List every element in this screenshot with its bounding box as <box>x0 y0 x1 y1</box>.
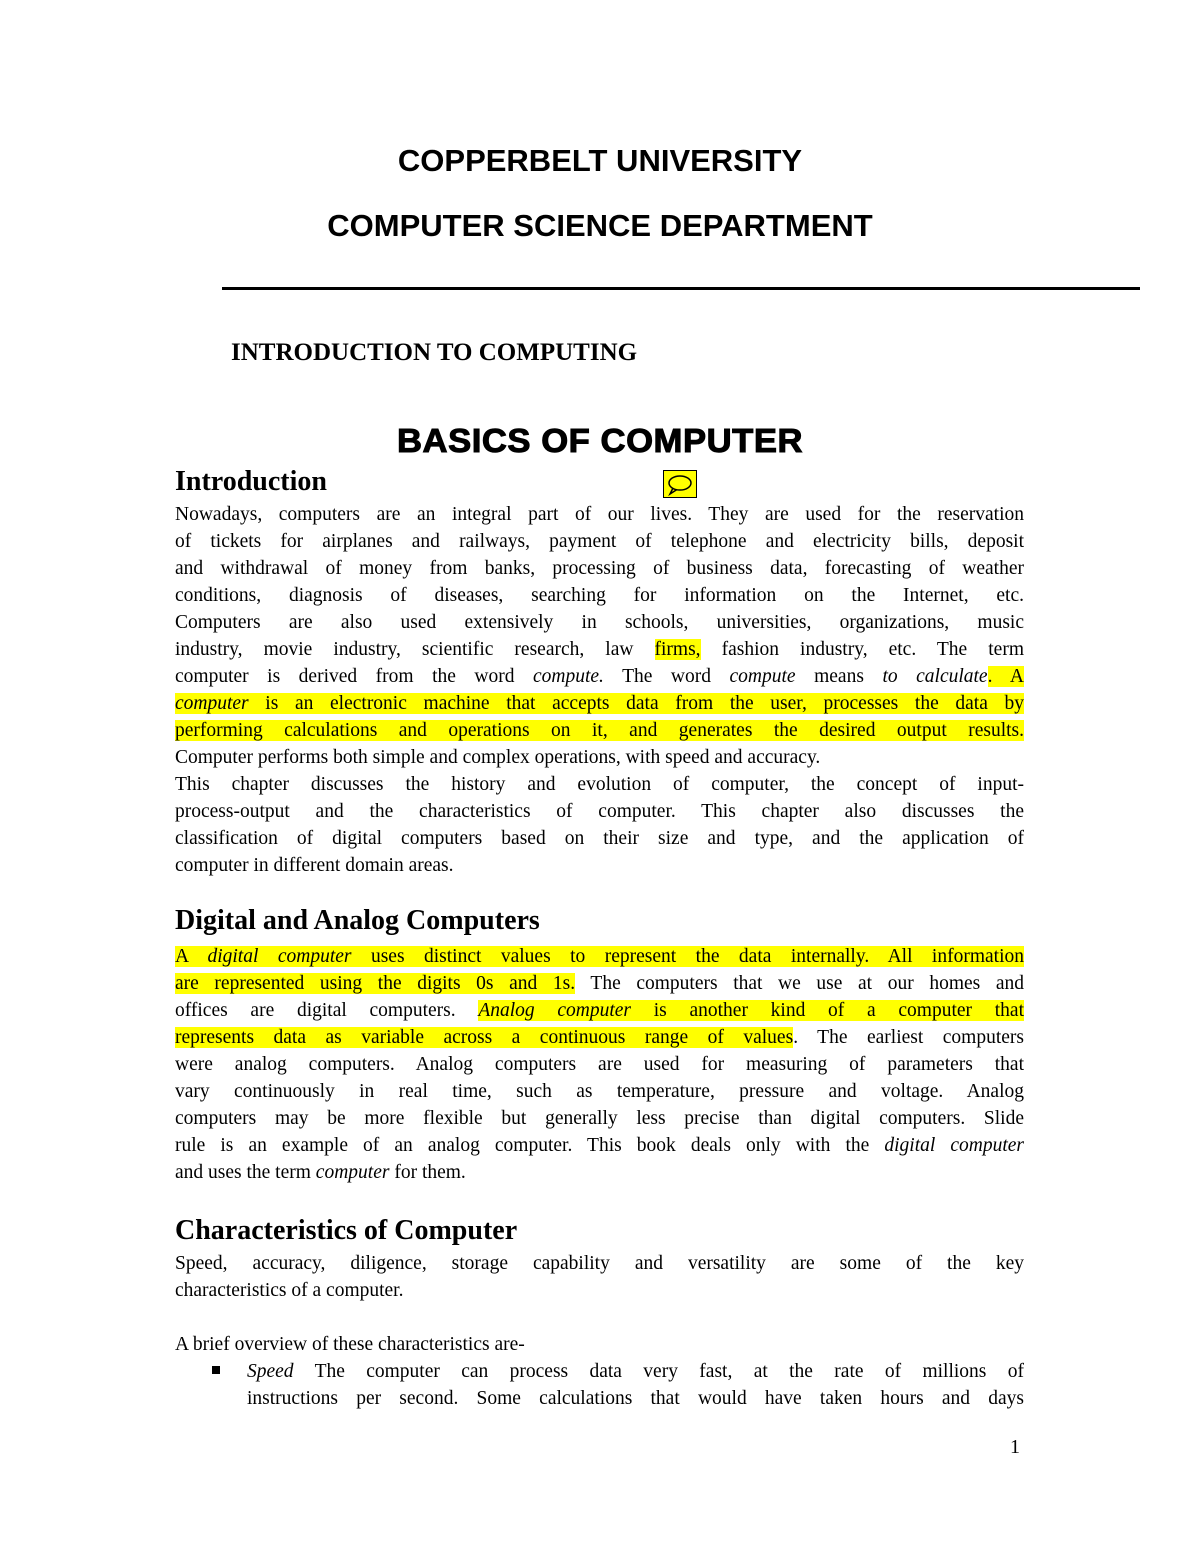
course-title: INTRODUCTION TO COMPUTING <box>231 339 638 366</box>
section-heading-digital-analog: Digital and Analog Computers <box>175 905 540 936</box>
department-name: COMPUTER SCIENCE DEPARTMENT <box>327 208 873 243</box>
text-line: of tickets for airplanes and railways, payment of telephone and electricity bills, deposit <box>175 531 1024 552</box>
text-line: characteristics of a computer. <box>175 1280 404 1301</box>
highlight: performing calculations and operations on it, and generates the desired output results. <box>175 720 1024 741</box>
text-line: This chapter discusses the history and evolution of computer, the concept of input- <box>175 774 1024 795</box>
text-line: process-output and the characteristics of computer. This chapter also discusses the <box>175 801 1024 822</box>
text-line: computer is derived from the word compute. The word compute means to calculate. A <box>175 666 1024 687</box>
text-line: Computers are also used extensively in schools, universities, organizations, music <box>175 612 1024 633</box>
text-line <box>175 717 1024 744</box>
introduction-paragraph <box>175 501 1024 879</box>
overview-line <box>175 1331 1024 1358</box>
text-line: computer in different domain areas. <box>175 855 454 876</box>
highlight: Analog computer is another kind of a computer that <box>478 1000 1024 1021</box>
highlight: computer is an electronic machine that accepts data from the user, processes the data by <box>175 693 1024 714</box>
text-line: Nowadays, computers are an integral part of our lives. They are used for the reservation <box>175 504 1024 525</box>
text-line: rule is an example of an analog computer. This book deals only with the digital computer <box>175 1135 1024 1156</box>
section-heading-introduction: Introduction <box>175 466 327 497</box>
highlight: represents data as variable across a continuous range of values <box>175 1027 794 1048</box>
text-line: Computer performs both simple and complex operations, with speed and accuracy. <box>175 747 821 768</box>
digital-analog-paragraph <box>175 943 1024 1186</box>
text-line: A brief overview of these characteristics are- <box>175 1334 525 1355</box>
text-line: industry, movie industry, scientific research, law firms, fashion industry, etc. The term <box>175 639 1024 660</box>
text-line: were analog computers. Analog computers are used for measuring of parameters that <box>175 1054 1024 1075</box>
text-line: and uses the term computer for them. <box>175 1162 466 1183</box>
comment-icon[interactable] <box>663 470 697 498</box>
bullet-speed <box>247 1358 1024 1412</box>
highlight: . A <box>987 666 1024 687</box>
text-line: Speed, accuracy, diligence, storage capability and versatility are some of the key <box>175 1253 1024 1274</box>
text-line: computers may be more flexible but generally less precise than digital computers. Slide <box>175 1108 1024 1129</box>
square-bullet-icon <box>212 1366 220 1374</box>
text-line: are represented using the digits 0s and 1s. The computers that we use at our homes and <box>175 973 1025 994</box>
section-heading-characteristics: Characteristics of Computer <box>175 1215 518 1246</box>
text-line: Speed The computer can process data very fast, at the rate of millions of <box>247 1361 1024 1382</box>
text-line: instructions per second. Some calculations that would have taken hours and days <box>247 1388 1024 1409</box>
header-divider <box>222 287 1140 290</box>
text-line: and withdrawal of money from banks, processing of business data, forecasting of weather <box>175 558 1024 579</box>
highlight: firms, <box>654 639 701 660</box>
text-line <box>175 943 1024 970</box>
page-number: 1 <box>1010 1436 1020 1458</box>
highlight: A digital computer uses distinct values to represent the data internally. All information <box>175 946 1024 967</box>
text-line: conditions, diagnosis of diseases, searching for information on the Internet, etc. <box>175 585 1024 606</box>
text-line: offices are digital computers. Analog computer is another kind of a computer that <box>175 1000 1024 1021</box>
text-line: represents data as variable across a continuous range of values. The earliest computers <box>175 1027 1024 1048</box>
highlight: are represented using the digits 0s and 1s. <box>175 973 576 994</box>
text-line: vary continuously in real time, such as temperature, pressure and voltage. Analog <box>175 1081 1024 1102</box>
university-name: COPPERBELT UNIVERSITY <box>397 143 803 178</box>
page-title: BASICS OF COMPUTER <box>396 422 804 459</box>
text-line: classification of digital computers based on their size and type, and the application of <box>175 828 1024 849</box>
text-line <box>175 690 1024 717</box>
characteristics-paragraph <box>175 1250 1024 1304</box>
